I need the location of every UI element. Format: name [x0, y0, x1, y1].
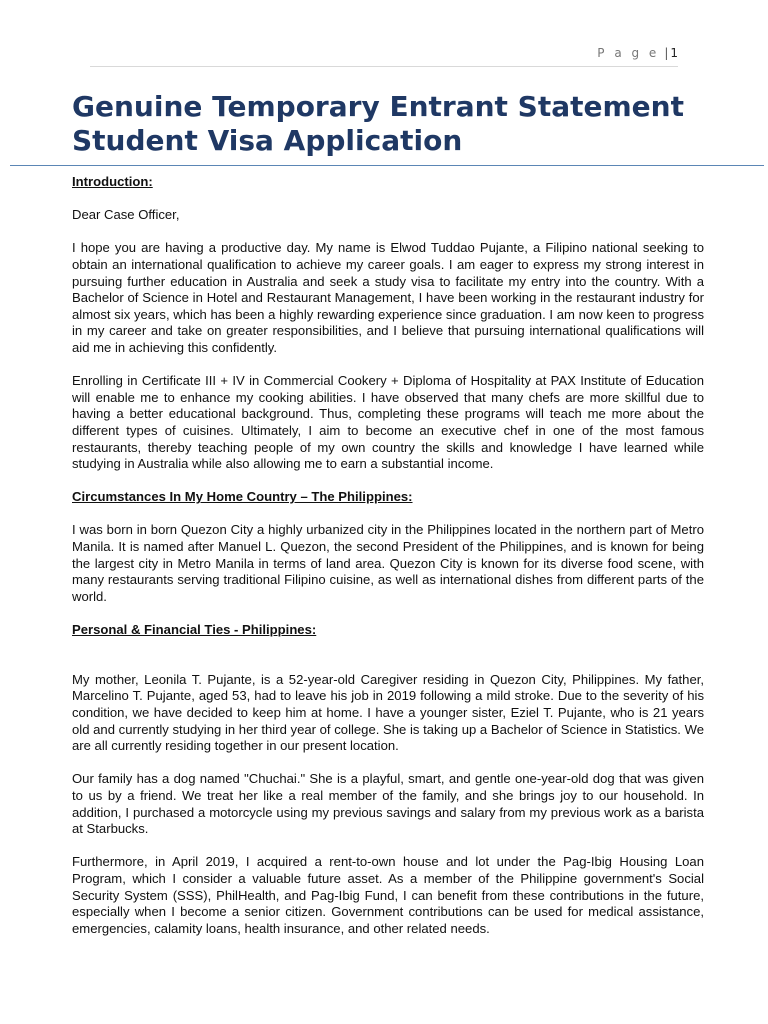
page-separator: | [664, 46, 669, 60]
circumstances-paragraph: I was born in born Quezon City a highly urbanized city in the Philippines located in the northern part of Metro Manila. It is named after Manuel L. Quezon, the second President of the Philippines, and is known for being the largest city in Metro Manila in terms of land area. Quezon City is known for its diverse food scene, with many restaurants serving traditional Filipino cuisine, as well as international dishes from different parts of the world. [72, 522, 704, 604]
introduction-heading: Introduction: [72, 174, 153, 189]
salutation: Dear Case Officer, [72, 207, 180, 223]
document-title [72, 90, 712, 158]
title-line-1: Genuine Temporary Entrant Statement [72, 90, 684, 123]
ties-paragraph-1: My mother, Leonila T. Pujante, is a 52-year-old Caregiver residing in Quezon City, Philippines. My father, Marcelino T. Pujante, aged 53, had to leave his job in 2019 following a mild stroke. Due to the severity of his condition, we have decided to keep him at home. I have a younger sister, Eziel T. Pujante, who is 21 years old and currently studying in her third year of college. She is taking up a Bachelor of Science in Statistics. We are all currently residing together in our present location. [72, 671, 704, 754]
page-header [90, 46, 678, 67]
intro-paragraph-1: I hope you are having a productive day. My name is Elwod Tuddao Pujante, a Filipino national seeking to obtain an international qualification to achieve my career goals. I am eager to express my strong interest in pursuing further education in Australia and seek a study visa to facilitate my entry into the country. With a Bachelor of Science in Hotel and Restaurant Management, I have been working in the restaurant industry for almost six years, which has been a highly rewarding experience since graduation. I am now keen to progress in my career and take on greater responsibilities, and I believe that pursuing international qualifications will aid me in achieving this confidently. [72, 240, 704, 355]
ties-paragraph-2: Our family has a dog named "Chuchai." She is a playful, smart, and gentle one-year-old dog that was given to us by a friend. We treat her like a real member of the family, and she brings joy to our household. In addition, I purchased a motorcycle using my previous savings and salary from my previous work as a barista at Starbucks. [72, 771, 704, 837]
ties-paragraph-3: Furthermore, in April 2019, I acquired a rent-to-own house and lot under the Pag-Ibig Housing Loan Program, which I consider a valuable future asset. As a member of the Philippine government's Social Security System (SSS), PhilHealth, and Pag-Ibig Fund, I can benefit from these contributions in the future, especially when I become a senior citizen. Government contributions can be used for medical assistance, emergencies, calamity loans, health insurance, and other related needs. [72, 854, 704, 936]
document-body [72, 174, 704, 937]
intro-paragraph-2: Enrolling in Certificate III + IV in Commercial Cookery + Diploma of Hospitality at PAX Institute of Education will enable me to enhance my cooking abilities. I have observed that many chefs are more skillful due to having a better educational background. Thus, completing these programs will teach me more about the different types of cuisines. Ultimately, I aim to become an executive chef in one of the most famous restaurants, thereby teaching people of my own country the skills and knowledge I have learned while studying in Australia while also allowing me to earn a substantial income. [72, 373, 704, 472]
circumstances-heading: Circumstances In My Home Country – The Philippines: [72, 489, 413, 505]
page-label: P a g e [597, 46, 660, 60]
title-line-2: Student Visa Application [72, 124, 463, 157]
ties-heading: Personal & Financial Ties - Philippines: [72, 622, 317, 638]
title-divider [10, 165, 764, 166]
page-number: 1 [670, 46, 678, 60]
